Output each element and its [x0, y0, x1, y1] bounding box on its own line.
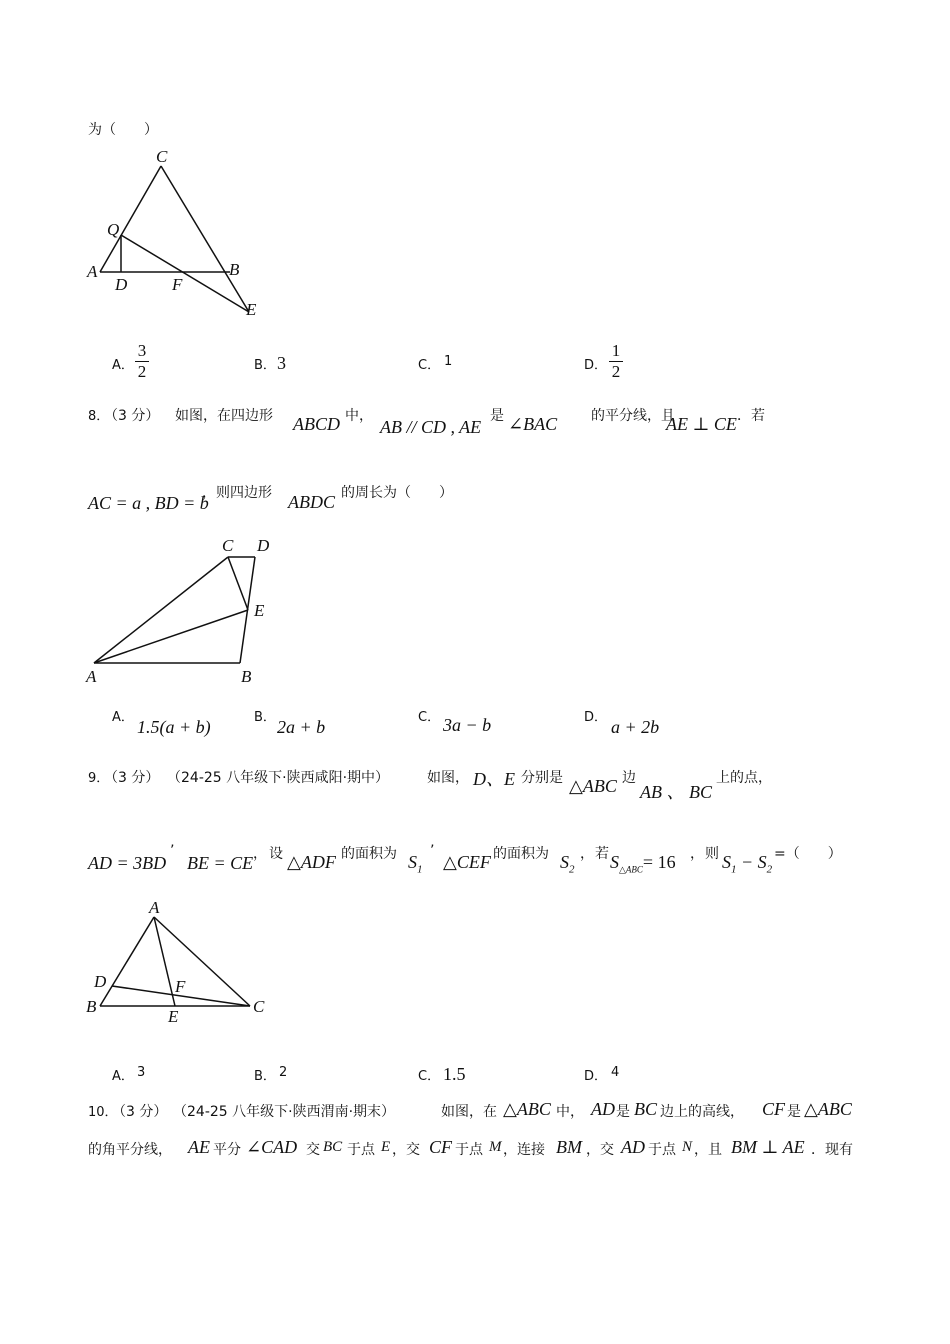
q9-text-5: 设 — [269, 846, 283, 862]
q10-l2-text-3: 交 — [306, 1142, 320, 1158]
q9-math-triangle: △ABC — [569, 776, 617, 796]
q8-text-3: 是 — [490, 408, 504, 424]
q9-label-e: E — [168, 1007, 179, 1026]
q9-sabc-letter: S — [610, 852, 619, 872]
q7-option-d-label[interactable]: D． — [584, 358, 608, 373]
q10-l2-text-10: ，且 — [694, 1142, 722, 1158]
q9-sabc-value: = 16 — [642, 852, 676, 872]
q9-label-a: A — [149, 898, 160, 917]
q9-text-2: 分别是 — [521, 770, 563, 786]
q9-math-s2 — [560, 852, 575, 876]
q9-math-adf: △ADF — [287, 852, 336, 872]
q9-text-4: 上的点， — [716, 770, 772, 786]
q8-text-2: 中， — [345, 408, 373, 424]
q10-math-cf: CF — [762, 1099, 786, 1119]
q9-option-b-value: 2 — [279, 1065, 288, 1080]
q9-option-a-label[interactable]: A． — [112, 1069, 134, 1084]
q8-text-6: ，则四边形 — [202, 485, 272, 501]
q8-option-c-value: 3a − b — [443, 715, 492, 735]
q9-text-1: 如图， — [427, 770, 469, 786]
q9-text-10: =（ ） — [774, 846, 842, 862]
q7-figure — [80, 145, 280, 335]
q7-side-ac — [100, 166, 161, 272]
q9-math-de: D、E — [473, 769, 515, 789]
q9-source: （24-25 八年级下·陕西咸阳·期中） — [167, 770, 390, 786]
q10-math-ad: AD — [591, 1099, 615, 1119]
q9-s1-letter: S — [408, 852, 417, 872]
q7-label-a: A — [87, 262, 98, 281]
q10-l2-math-bc: BC — [323, 1139, 343, 1155]
q8-option-a-value: 1.5(a + b) — [137, 717, 211, 737]
q10-l2-text-2: 平分 — [213, 1142, 241, 1158]
q8-option-b-label[interactable]: B． — [254, 710, 276, 725]
q7-option-c-value: 1 — [444, 354, 453, 369]
q9-option-b-label[interactable]: B． — [254, 1069, 276, 1084]
q10-l2-text-7: ，连接 — [503, 1142, 545, 1158]
q8-label-d: D — [257, 536, 270, 555]
q9-label-f: F — [175, 977, 186, 996]
q10-text-5: 是 — [787, 1104, 801, 1120]
q9-text-3: 边 — [622, 770, 636, 786]
q8-math-parallel: AB // CD , AE — [380, 417, 482, 437]
q9-label-d: D — [94, 972, 107, 991]
q10-l2-math-e: E — [381, 1139, 391, 1155]
punct-comma: ’ — [430, 843, 435, 859]
q9-s2-sub: 2 — [569, 863, 575, 876]
q9-math-sabc — [610, 852, 676, 876]
q7-option-a-den: 2 — [137, 362, 147, 381]
q10-l2-text-1: 的角平分线， — [88, 1142, 172, 1158]
q8-label-a: A — [86, 667, 97, 686]
q10-l2-math-ad: AD — [621, 1137, 645, 1157]
q8-math-givens: AC = a , BD = b — [88, 493, 209, 513]
q9-math-diff — [722, 852, 772, 876]
q8-side-ac — [94, 557, 228, 663]
q9-diff-s2-sub: 2 — [766, 863, 773, 876]
q8-label-c: C — [222, 536, 234, 555]
q9-sabc-sub: △ABC — [619, 864, 643, 875]
q8-option-a-label[interactable]: A． — [112, 710, 134, 725]
q9-text-9: 则 — [705, 846, 719, 862]
q7-option-b-value: 3 — [277, 353, 286, 373]
q9-number: 9． — [88, 771, 110, 786]
q7-option-a-num: 3 — [137, 341, 147, 360]
q10-l2-math-m: M — [489, 1139, 502, 1155]
q8-math-abcd: ABCD — [293, 414, 340, 434]
q9-score: （3 分） — [104, 770, 160, 786]
q7-label-q: Q — [107, 220, 120, 239]
q9-math-be: BE = CE — [187, 853, 254, 873]
punct-comma: ’ — [170, 843, 175, 859]
q10-l2-text-6: 于点 — [455, 1142, 483, 1158]
q10-text-4: 边上的高线， — [660, 1104, 744, 1120]
q10-math-abc: △ABC — [503, 1099, 551, 1119]
q8-math-perp: AE ⊥ CE — [666, 414, 737, 434]
q8-option-c-label[interactable]: C． — [418, 710, 441, 725]
q10-l2-text-4: 于点 — [347, 1142, 375, 1158]
q8-option-d-value: a + 2b — [611, 717, 660, 737]
q9-option-c-value: 1.5 — [443, 1064, 466, 1084]
q7-label-f: F — [172, 275, 183, 294]
q9-diff-s1: S — [722, 852, 731, 872]
q7-label-e: E — [246, 300, 257, 319]
q8-option-b-value: 2a + b — [277, 717, 326, 737]
q9-text-8: 若 — [595, 846, 609, 862]
q9-text-6: 的面积为 — [341, 846, 397, 862]
q7-option-d-num: 1 — [611, 341, 621, 360]
q8-line-ae — [94, 610, 248, 663]
q9-figure — [80, 895, 280, 1035]
q10-math-abc-2: △ABC — [804, 1099, 852, 1119]
punct-comma: ， — [690, 846, 704, 862]
q10-l2-text-9: 于点 — [648, 1142, 676, 1158]
q8-text-4: 的平分线，且 — [591, 408, 675, 424]
q9-s1-sub: 1 — [417, 863, 423, 876]
q7-option-a-label[interactable]: A． — [112, 358, 134, 373]
q10-text-3: 是 — [616, 1104, 630, 1120]
punct-comma: ， — [580, 846, 594, 862]
q9-diff-s1-sub: 1 — [731, 863, 737, 876]
q10-l2-math-perp: BM ⊥ AE — [731, 1137, 805, 1157]
q7-option-d-fraction — [609, 342, 623, 381]
q9-label-c: C — [253, 997, 265, 1016]
q8-number: 8． — [88, 409, 110, 424]
q10-l2-math-bm: BM — [556, 1137, 582, 1157]
q9-math-ad: AD = 3BD — [88, 853, 167, 873]
q9-side-ab — [100, 917, 154, 1006]
q8-label-e: E — [254, 601, 265, 620]
q10-score: （3 分） — [112, 1104, 168, 1120]
q9-option-c-label[interactable]: C． — [418, 1069, 441, 1084]
q9-math-cef: △CEF — [443, 852, 491, 872]
q9-text-7: 的面积为 — [493, 846, 549, 862]
q9-option-d-value: 4 — [611, 1065, 620, 1080]
q10-l2-math-cad: ∠CAD — [246, 1137, 298, 1157]
q7-option-c-label[interactable]: C． — [418, 358, 441, 373]
q8-math-angle: ∠BAC — [508, 414, 558, 434]
q9-option-d-label[interactable]: D． — [584, 1069, 608, 1084]
q10-l2-text-11: ．现有 — [811, 1142, 853, 1158]
q7-option-b-label[interactable]: B． — [254, 358, 276, 373]
q9-side-ac — [154, 917, 250, 1006]
q10-l2-text-8: ，交 — [586, 1142, 614, 1158]
q10-l2-math-cf: CF — [429, 1137, 453, 1157]
q10-number: 10． — [88, 1105, 118, 1120]
q10-source: （24-25 八年级下·陕西渭南·期末） — [173, 1104, 396, 1120]
q9-label-b: B — [86, 997, 97, 1016]
q10-l2-math-ae: AE — [188, 1137, 210, 1157]
punct-comma: ， — [253, 846, 267, 862]
q7-stem-tail: 为（ ） — [88, 122, 158, 138]
q8-text-1: 如图，在四边形 — [175, 408, 273, 424]
q8-score: （3 分） — [104, 408, 160, 424]
q10-l2-math-n: N — [682, 1139, 693, 1155]
q8-math-abdc: ABDC — [288, 492, 335, 512]
q9-option-a-value: 3 — [137, 1065, 146, 1080]
q7-option-a-fraction — [135, 342, 149, 381]
q7-label-b: B — [229, 260, 240, 279]
q8-text-7: 的周长为（ ） — [341, 485, 453, 501]
q7-label-d: D — [115, 275, 128, 294]
q7-label-c: C — [156, 147, 168, 166]
q9-math-sides: AB 、 BC — [640, 782, 712, 802]
q9-diff-s2: − S — [741, 852, 767, 872]
q7-option-d-den: 2 — [611, 362, 621, 381]
q8-option-d-label[interactable]: D． — [584, 710, 608, 725]
q10-math-bc: BC — [634, 1099, 658, 1119]
q9-math-s1 — [408, 852, 423, 876]
q10-l2-text-5: ，交 — [392, 1142, 420, 1158]
q9-s2-letter: S — [560, 852, 569, 872]
q8-figure — [80, 530, 290, 690]
q10-text-1: 如图，在 — [441, 1104, 497, 1120]
q8-label-b: B — [241, 667, 252, 686]
q8-line-ce — [228, 557, 248, 610]
q10-text-2: 中， — [556, 1104, 584, 1120]
q8-text-5: ．若 — [737, 408, 765, 424]
